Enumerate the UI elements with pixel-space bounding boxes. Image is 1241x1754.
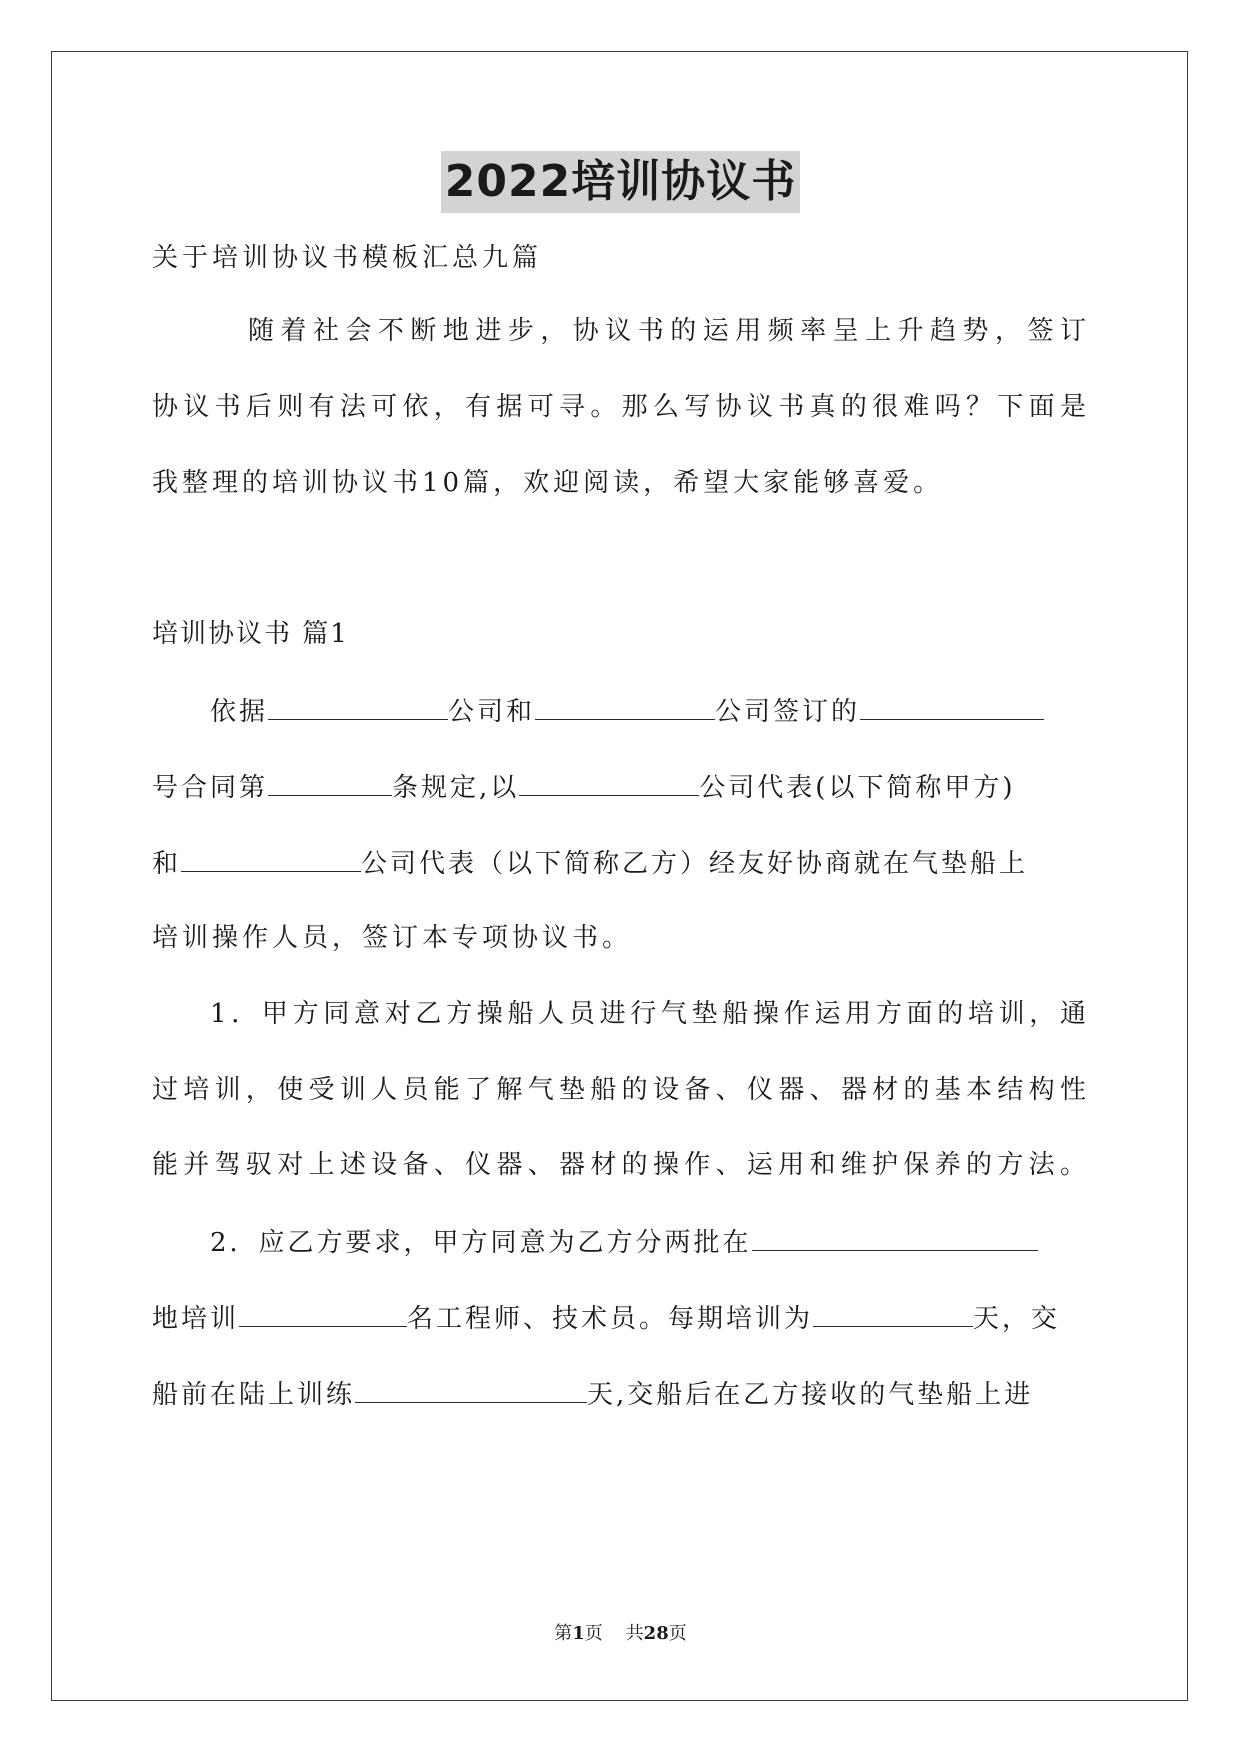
body-line-1	[210, 693, 1044, 729]
document-subtitle: 关于培训协议书模板汇总九篇	[152, 243, 543, 273]
page-number: 1	[572, 1623, 585, 1644]
blank-field	[860, 693, 1044, 720]
body-text: 依据	[210, 697, 269, 727]
intro-line-2: 协议书后则有法可依，有据可寻。那么写协议书真的很难吗？下面是	[152, 392, 1086, 422]
section-heading: 培训协议书 篇1	[152, 619, 349, 649]
title-container	[0, 151, 1241, 213]
body-text: 公司代表（以下简称乙方）经友好协商就在气垫船上	[361, 849, 1029, 879]
body-text: 公司签订的	[715, 697, 861, 727]
body-line-7: 能并驾驭对上述设备、仪器、器材的操作、运用和维护保养的方法。	[152, 1150, 1086, 1180]
page-footer	[0, 1622, 1241, 1646]
blank-field	[519, 769, 699, 796]
body-text: 船前在陆上训练	[152, 1380, 356, 1410]
document-title: 2022培训协议书	[441, 151, 800, 213]
body-line-8	[210, 1224, 1038, 1260]
body-text: 号合同第	[152, 773, 269, 803]
body-line-3	[152, 845, 1028, 881]
body-line-6: 过培训，使受训人员能了解气垫船的设备、仪器、器材的基本结构性	[152, 1075, 1086, 1105]
blank-field	[268, 769, 392, 796]
blank-field	[268, 693, 448, 720]
body-text: 公司代表(以下简称甲方)	[699, 773, 1016, 803]
blank-field	[752, 1224, 1038, 1251]
body-text: 地培训	[152, 1304, 240, 1334]
body-text: 名工程师、技术员。每期培训为	[407, 1304, 814, 1334]
body-text: 和	[152, 849, 182, 879]
body-text: 公司和	[448, 697, 536, 727]
body-text: 条规定,以	[392, 773, 520, 803]
page-prefix: 第	[554, 1623, 573, 1644]
body-line-5: 1．甲方同意对乙方操船人员进行气垫船操作运用方面的培训，通	[210, 999, 1086, 1029]
body-line-2	[152, 769, 1016, 805]
blank-field	[813, 1300, 973, 1327]
total-prefix: 共	[625, 1623, 644, 1644]
intro-line-3: 我整理的培训协议书10篇，欢迎阅读，希望大家能够喜爱。	[152, 468, 944, 498]
body-line-10	[152, 1376, 1033, 1412]
intro-line-1: 随着社会不断地进步，协议书的运用频率呈上升趋势，签订	[248, 316, 1086, 346]
blank-field	[535, 693, 715, 720]
blank-field	[181, 845, 361, 872]
body-text: 天，交	[973, 1304, 1061, 1334]
body-line-9	[152, 1300, 1060, 1336]
body-text: 天,交船后在乙方接收的气垫船上进	[587, 1380, 1034, 1410]
blank-field	[239, 1300, 407, 1327]
body-text: 2．应乙方要求，甲方同意为乙方分两批在	[210, 1228, 752, 1258]
body-line-4: 培训操作人员，签订本专项协议书。	[152, 923, 633, 953]
page-suffix: 页	[584, 1623, 603, 1644]
total-suffix: 页	[668, 1623, 687, 1644]
blank-field	[355, 1376, 587, 1403]
total-pages: 28	[643, 1623, 669, 1644]
